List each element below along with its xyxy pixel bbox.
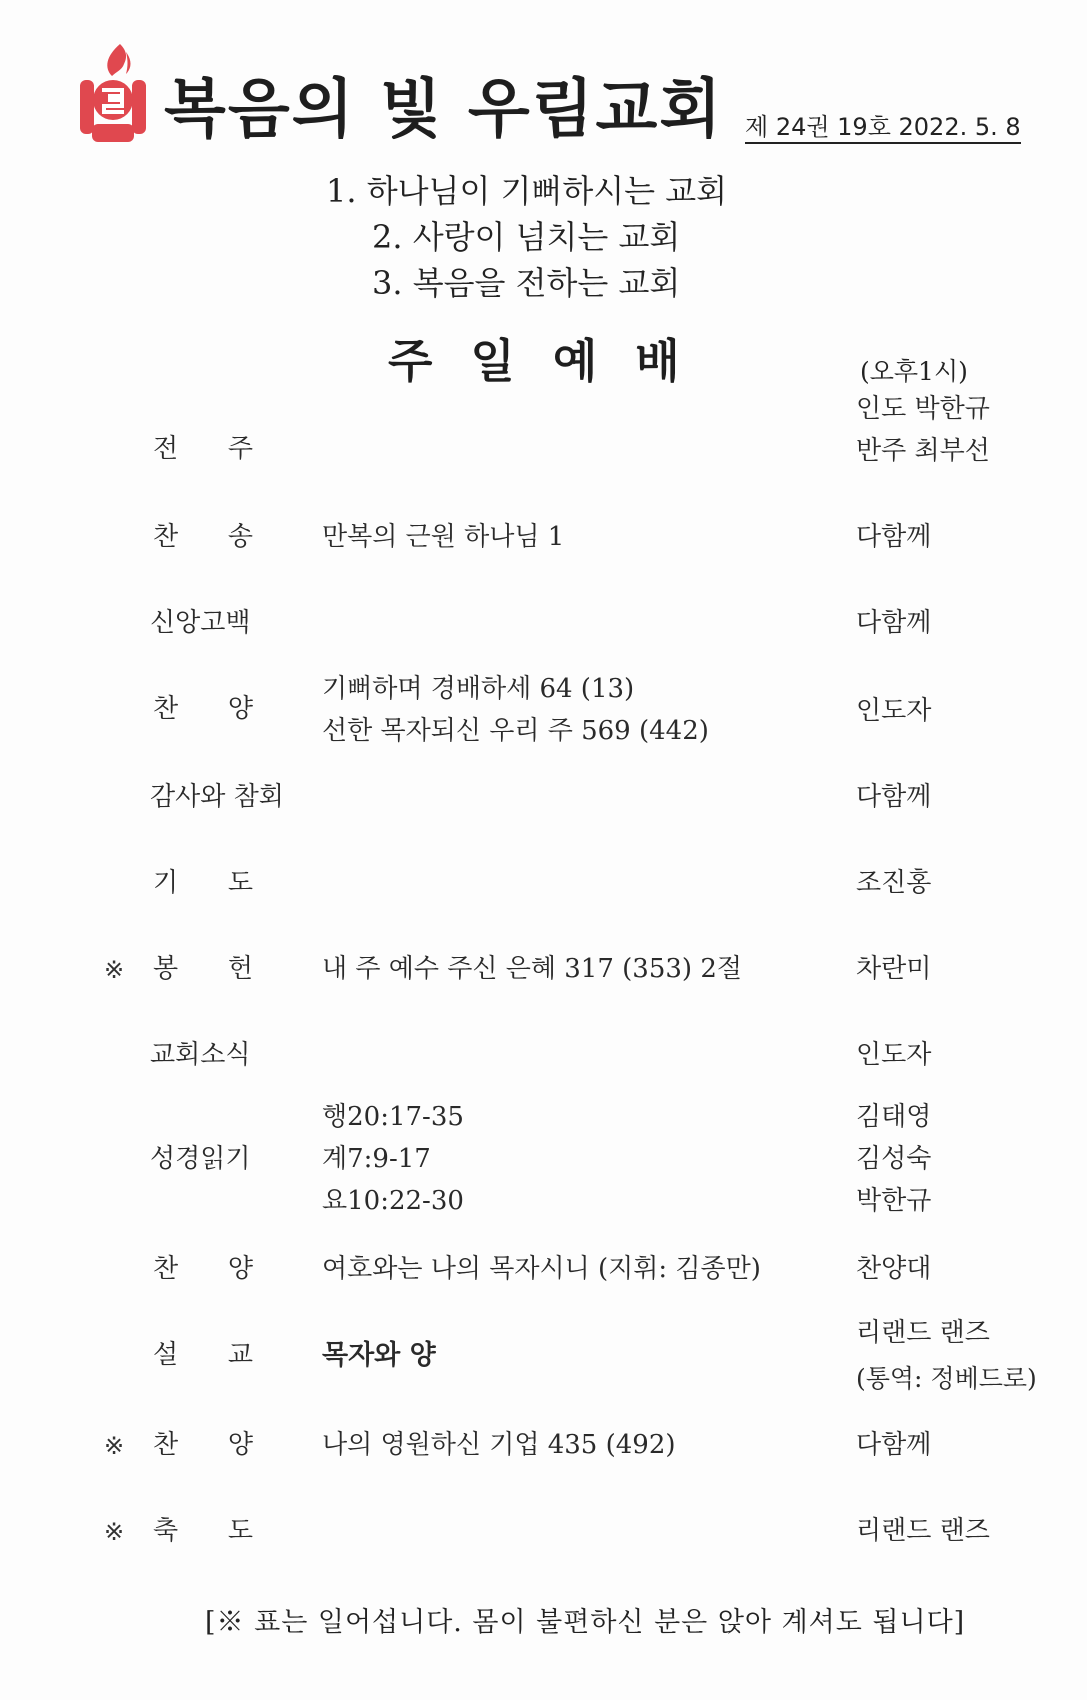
order-person-benediction: 리랜드 랜즈 <box>856 1516 990 1546</box>
label-char: 헌 <box>227 954 253 984</box>
issue-info: 제 24권 19호 2022. 5. 8 <box>745 114 1021 144</box>
motto-3: 3. 복음을 전하는 교회 <box>372 264 681 302</box>
label-char: 도 <box>227 868 253 898</box>
order-label-praise <box>153 694 253 725</box>
order-person-choir: 찬양대 <box>856 1254 932 1284</box>
order-label-offering <box>153 954 253 985</box>
order-person-creed: 다함께 <box>856 608 932 638</box>
order-person-hymn: 다함께 <box>856 522 932 552</box>
motto-1: 1. 하나님이 기뻐하시는 교회 <box>326 172 728 210</box>
label-char: 송 <box>227 522 253 552</box>
label-char: 양 <box>227 1430 253 1460</box>
stand-mark: ※ <box>104 956 125 984</box>
stand-mark: ※ <box>104 1518 125 1546</box>
label-char: 설 <box>153 1340 179 1370</box>
order-label-prelude <box>153 434 253 465</box>
order-person-interpreter: (통역: 정베드로) <box>856 1364 1037 1393</box>
label-char: 찬 <box>153 1254 179 1284</box>
order-content-scripture-1: 행20:17-35 <box>322 1102 464 1132</box>
order-person-closing-hymn: 다함께 <box>856 1430 932 1460</box>
service-accompanist: 반주 최부선 <box>856 436 990 466</box>
church-name: 복음의 빛 우림교회 <box>164 73 724 147</box>
label-char: 기 <box>153 868 179 898</box>
order-person-prayer: 조진홍 <box>856 868 932 898</box>
service-leader: 인도 박한규 <box>856 394 990 424</box>
order-label-scripture: 성경읽기 <box>150 1144 251 1174</box>
order-label-news: 교회소식 <box>150 1040 251 1070</box>
label-char: 전 <box>153 434 179 464</box>
order-content-scripture-2: 계7:9-17 <box>322 1144 431 1174</box>
order-content-closing-hymn: 나의 영원하신 기업 435 (492) <box>322 1430 676 1460</box>
order-person-offering: 차란미 <box>856 954 932 984</box>
label-char: 찬 <box>153 522 179 552</box>
stand-mark: ※ <box>104 1432 125 1460</box>
order-person-sermon: 리랜드 랜즈 <box>856 1318 990 1348</box>
church-logo-icon <box>76 42 150 146</box>
order-content-scripture-3: 요10:22-30 <box>322 1186 464 1216</box>
label-char: 양 <box>227 1254 253 1284</box>
order-content-choir: 여호와는 나의 목자시니 (지휘: 김종만) <box>322 1254 761 1284</box>
motto-2: 2. 사랑이 넘치는 교회 <box>372 218 681 256</box>
order-content-hymn: 만복의 근원 하나님 1 <box>322 522 565 552</box>
service-title: 주일예배 <box>388 334 718 388</box>
order-label-prayer <box>153 868 253 899</box>
order-person-thanks: 다함께 <box>856 782 932 812</box>
order-label-benediction <box>153 1516 253 1547</box>
order-content-praise-2: 선한 목자되신 우리 주 569 (442) <box>322 716 709 746</box>
order-label-thanks: 감사와 참회 <box>150 782 284 812</box>
order-content-praise-1: 기뻐하며 경배하세 64 (13) <box>322 674 635 704</box>
label-char: 축 <box>153 1516 179 1546</box>
label-char: 찬 <box>153 694 179 724</box>
label-char: 양 <box>227 694 253 724</box>
order-content-sermon: 목자와 양 <box>322 1340 436 1371</box>
order-label-creed: 신앙고백 <box>150 608 251 638</box>
label-char: 도 <box>227 1516 253 1546</box>
order-person-scripture-2: 김성숙 <box>856 1144 932 1174</box>
order-person-praise: 인도자 <box>856 696 932 726</box>
order-person-scripture-1: 김태영 <box>856 1102 932 1132</box>
order-label-hymn <box>153 522 253 553</box>
order-label-closing-hymn <box>153 1430 253 1461</box>
label-char: 교 <box>227 1340 253 1370</box>
order-label-sermon <box>153 1340 253 1371</box>
footer-note: [※ 표는 일어섭니다. 몸이 불편하신 분은 앉아 계셔도 됩니다] <box>205 1607 966 1638</box>
service-time: (오후1시) <box>860 357 968 386</box>
label-char: 주 <box>227 434 253 464</box>
order-person-news: 인도자 <box>856 1040 932 1070</box>
order-label-choir <box>153 1254 253 1285</box>
order-person-scripture-3: 박한규 <box>856 1186 932 1216</box>
label-char: 봉 <box>153 954 179 984</box>
order-content-offering: 내 주 예수 주신 은혜 317 (353) 2절 <box>322 954 742 984</box>
label-char: 찬 <box>153 1430 179 1460</box>
